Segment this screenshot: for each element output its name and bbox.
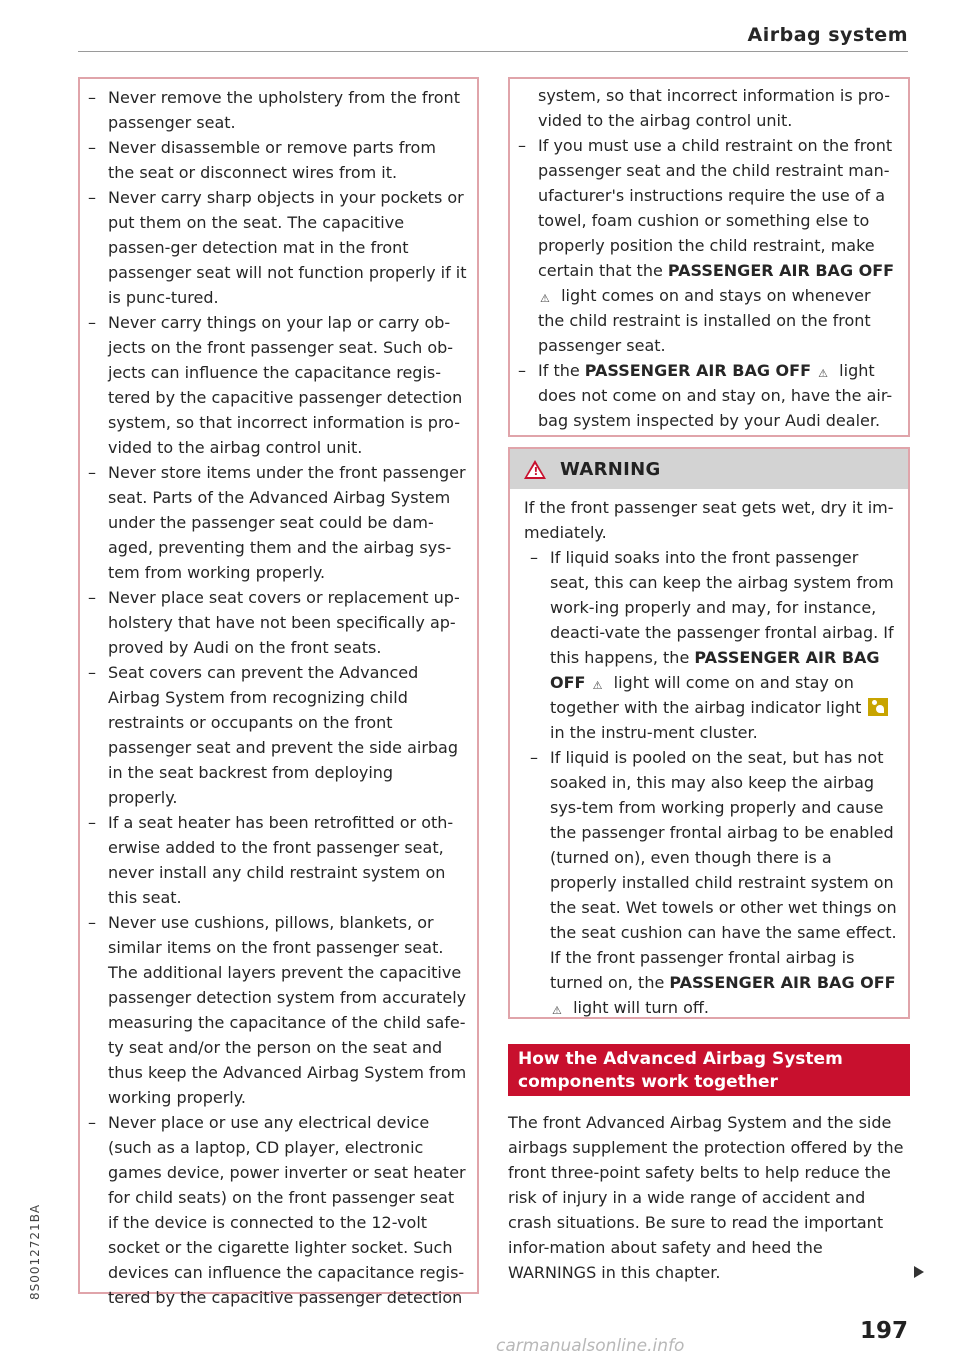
left-item-list bbox=[82, 85, 467, 1310]
item-text: light does not come on and stay on, have the air-bag system inspected by your Audi dealer. bbox=[538, 361, 893, 430]
indicator-label: PASSENGER AIR BAG OFF bbox=[584, 361, 811, 380]
list-item bbox=[512, 133, 898, 358]
warning-item-list bbox=[524, 545, 898, 1020]
warning-box bbox=[508, 447, 910, 1019]
list-item: – Never carry things on your lap or carry ob-jects on the front passenger seat. Such ob-jects can influence the capacitance regis-tered by the capacitive passenger detection system, so that incorrect information is pro-vided to the airbag control unit. bbox=[82, 310, 467, 460]
warning-triangle-icon: ! bbox=[524, 460, 546, 479]
list-item: – Never place seat covers or replacement up-holstery that have not been specifically ap-proved by Audi on the front seats. bbox=[82, 585, 467, 660]
indicator-label: PASSENGER AIR BAG OFF bbox=[667, 261, 895, 280]
page-number: 197 bbox=[859, 1318, 908, 1344]
item-text: light comes on and stays on whenever the child restraint is installed on the front passenger seat. bbox=[538, 286, 871, 355]
item-text: If liquid is pooled on the seat, but has not soaked in, this may also keep the airbag sys-tem from working properly and cause the passenger frontal airbag to be enabled (turned on), even though there is a properly installed child restraint system on the seat. Wet towels or other wet things on the seat cushion can have the same effect. If the front passenger frontal airbag is turned on, the bbox=[550, 748, 897, 992]
left-caution-box bbox=[78, 77, 479, 1307]
list-item: – Never place or use any electrical device (such as a laptop, CD player, electronic games device, power inverter or seat heater for child seats) on the front passenger seat if the device is connected to the 12-volt socket or the cigarette lighter socket. Such devices can influence the capacitance regis-tered by the capacitive passenger detection bbox=[82, 1110, 467, 1310]
list-item: – If a seat heater has been retrofitted or oth-erwise added to the front passenger seat, never install any child restraint system on this seat. bbox=[82, 810, 467, 910]
warning-title: WARNING bbox=[560, 458, 661, 480]
list-item: – Never use cushions, pillows, blankets, or similar items on the front passenger seat. The additional layers prevent the capacitive passenger detection system from accurately measuring the capacitance of the child safe-ty seat and/or the person on the seat and thus keep the Advanced Airbag System from working properly. bbox=[82, 910, 467, 1110]
list-item bbox=[512, 358, 898, 433]
airbag-indicator-icon bbox=[868, 698, 888, 716]
header-rule bbox=[78, 51, 908, 52]
passenger-airbag-off-icon: ⚠ bbox=[818, 367, 828, 380]
list-item bbox=[524, 745, 898, 1020]
list-item bbox=[524, 545, 898, 745]
list-item: – Seat covers can prevent the Advanced Airbag System from recognizing child restraints or occupants on the front passenger seat and prevent the side airbag in the seat backrest from deploying properly. bbox=[82, 660, 467, 810]
item-text: light will turn off. bbox=[568, 998, 709, 1017]
indicator-label: PASSENGER AIR BAG OFF bbox=[550, 648, 880, 692]
right-caution-box bbox=[508, 77, 910, 437]
list-item: – Never store items under the front passenger seat. Parts of the Advanced Airbag System under the passenger seat could be dam-aged, preventing them and the airbag sys-tem from working properly. bbox=[82, 460, 467, 585]
continue-arrow-icon[interactable] bbox=[914, 1266, 924, 1278]
item-text: If you must use a child restraint on the front passenger seat and the child restraint man-ufacturer's instructions require the use of a towel, foam cushion or something else to properly position the child restraint, make certain that the bbox=[538, 136, 893, 280]
right-item-list bbox=[512, 133, 898, 433]
passenger-airbag-off-icon: ⚠ bbox=[552, 1004, 562, 1017]
section-heading: How the Advanced Airbag System components work together bbox=[508, 1044, 910, 1096]
section-body bbox=[508, 1110, 910, 1285]
item-text: in the instru-ment cluster. bbox=[550, 723, 758, 742]
list-item: – Never carry sharp objects in your pockets or put them on the seat. The capacitive passen-ger detection mat in the front passenger seat will not function properly if it is punc-tured. bbox=[82, 185, 467, 310]
document-code: 8S0012721BA bbox=[28, 1203, 42, 1300]
continuation-text: system, so that incorrect information is pro-vided to the airbag control unit. bbox=[538, 86, 891, 130]
page-header-title: Airbag system bbox=[747, 24, 908, 46]
indicator-label: PASSENGER AIR BAG OFF bbox=[669, 973, 896, 992]
passenger-airbag-off-icon: ⚠ bbox=[540, 292, 550, 305]
watermark: carmanualsonline.info bbox=[496, 1336, 685, 1356]
item-text: light will come on and stay on together with the airbag indicator light bbox=[550, 673, 867, 717]
passenger-airbag-off-icon: ⚠ bbox=[592, 679, 603, 692]
section-paragraph: The front Advanced Airbag System and the side airbags supplement the protection offered by the front three-point safety belts to help reduce the risk of injury in a wide range of accident and crash situations. Be sure to read the important infor-mation about safety and heed the WARNINGS in this chapter. bbox=[508, 1113, 904, 1282]
list-item: – Never remove the upholstery from the front passenger seat. bbox=[82, 85, 467, 135]
warning-intro: If the front passenger seat gets wet, dry it im-mediately. bbox=[524, 498, 894, 542]
item-text: If liquid soaks into the front passenger seat, this can keep the airbag system from work-ing properly and may, for instance, deacti-vate the passenger frontal airbag. If this happens, the bbox=[550, 548, 894, 667]
warning-body bbox=[510, 489, 908, 1020]
warning-header bbox=[510, 449, 908, 489]
list-item: – Never disassemble or remove parts from the seat or disconnect wires from it. bbox=[82, 135, 467, 185]
item-text: If the bbox=[538, 361, 585, 380]
